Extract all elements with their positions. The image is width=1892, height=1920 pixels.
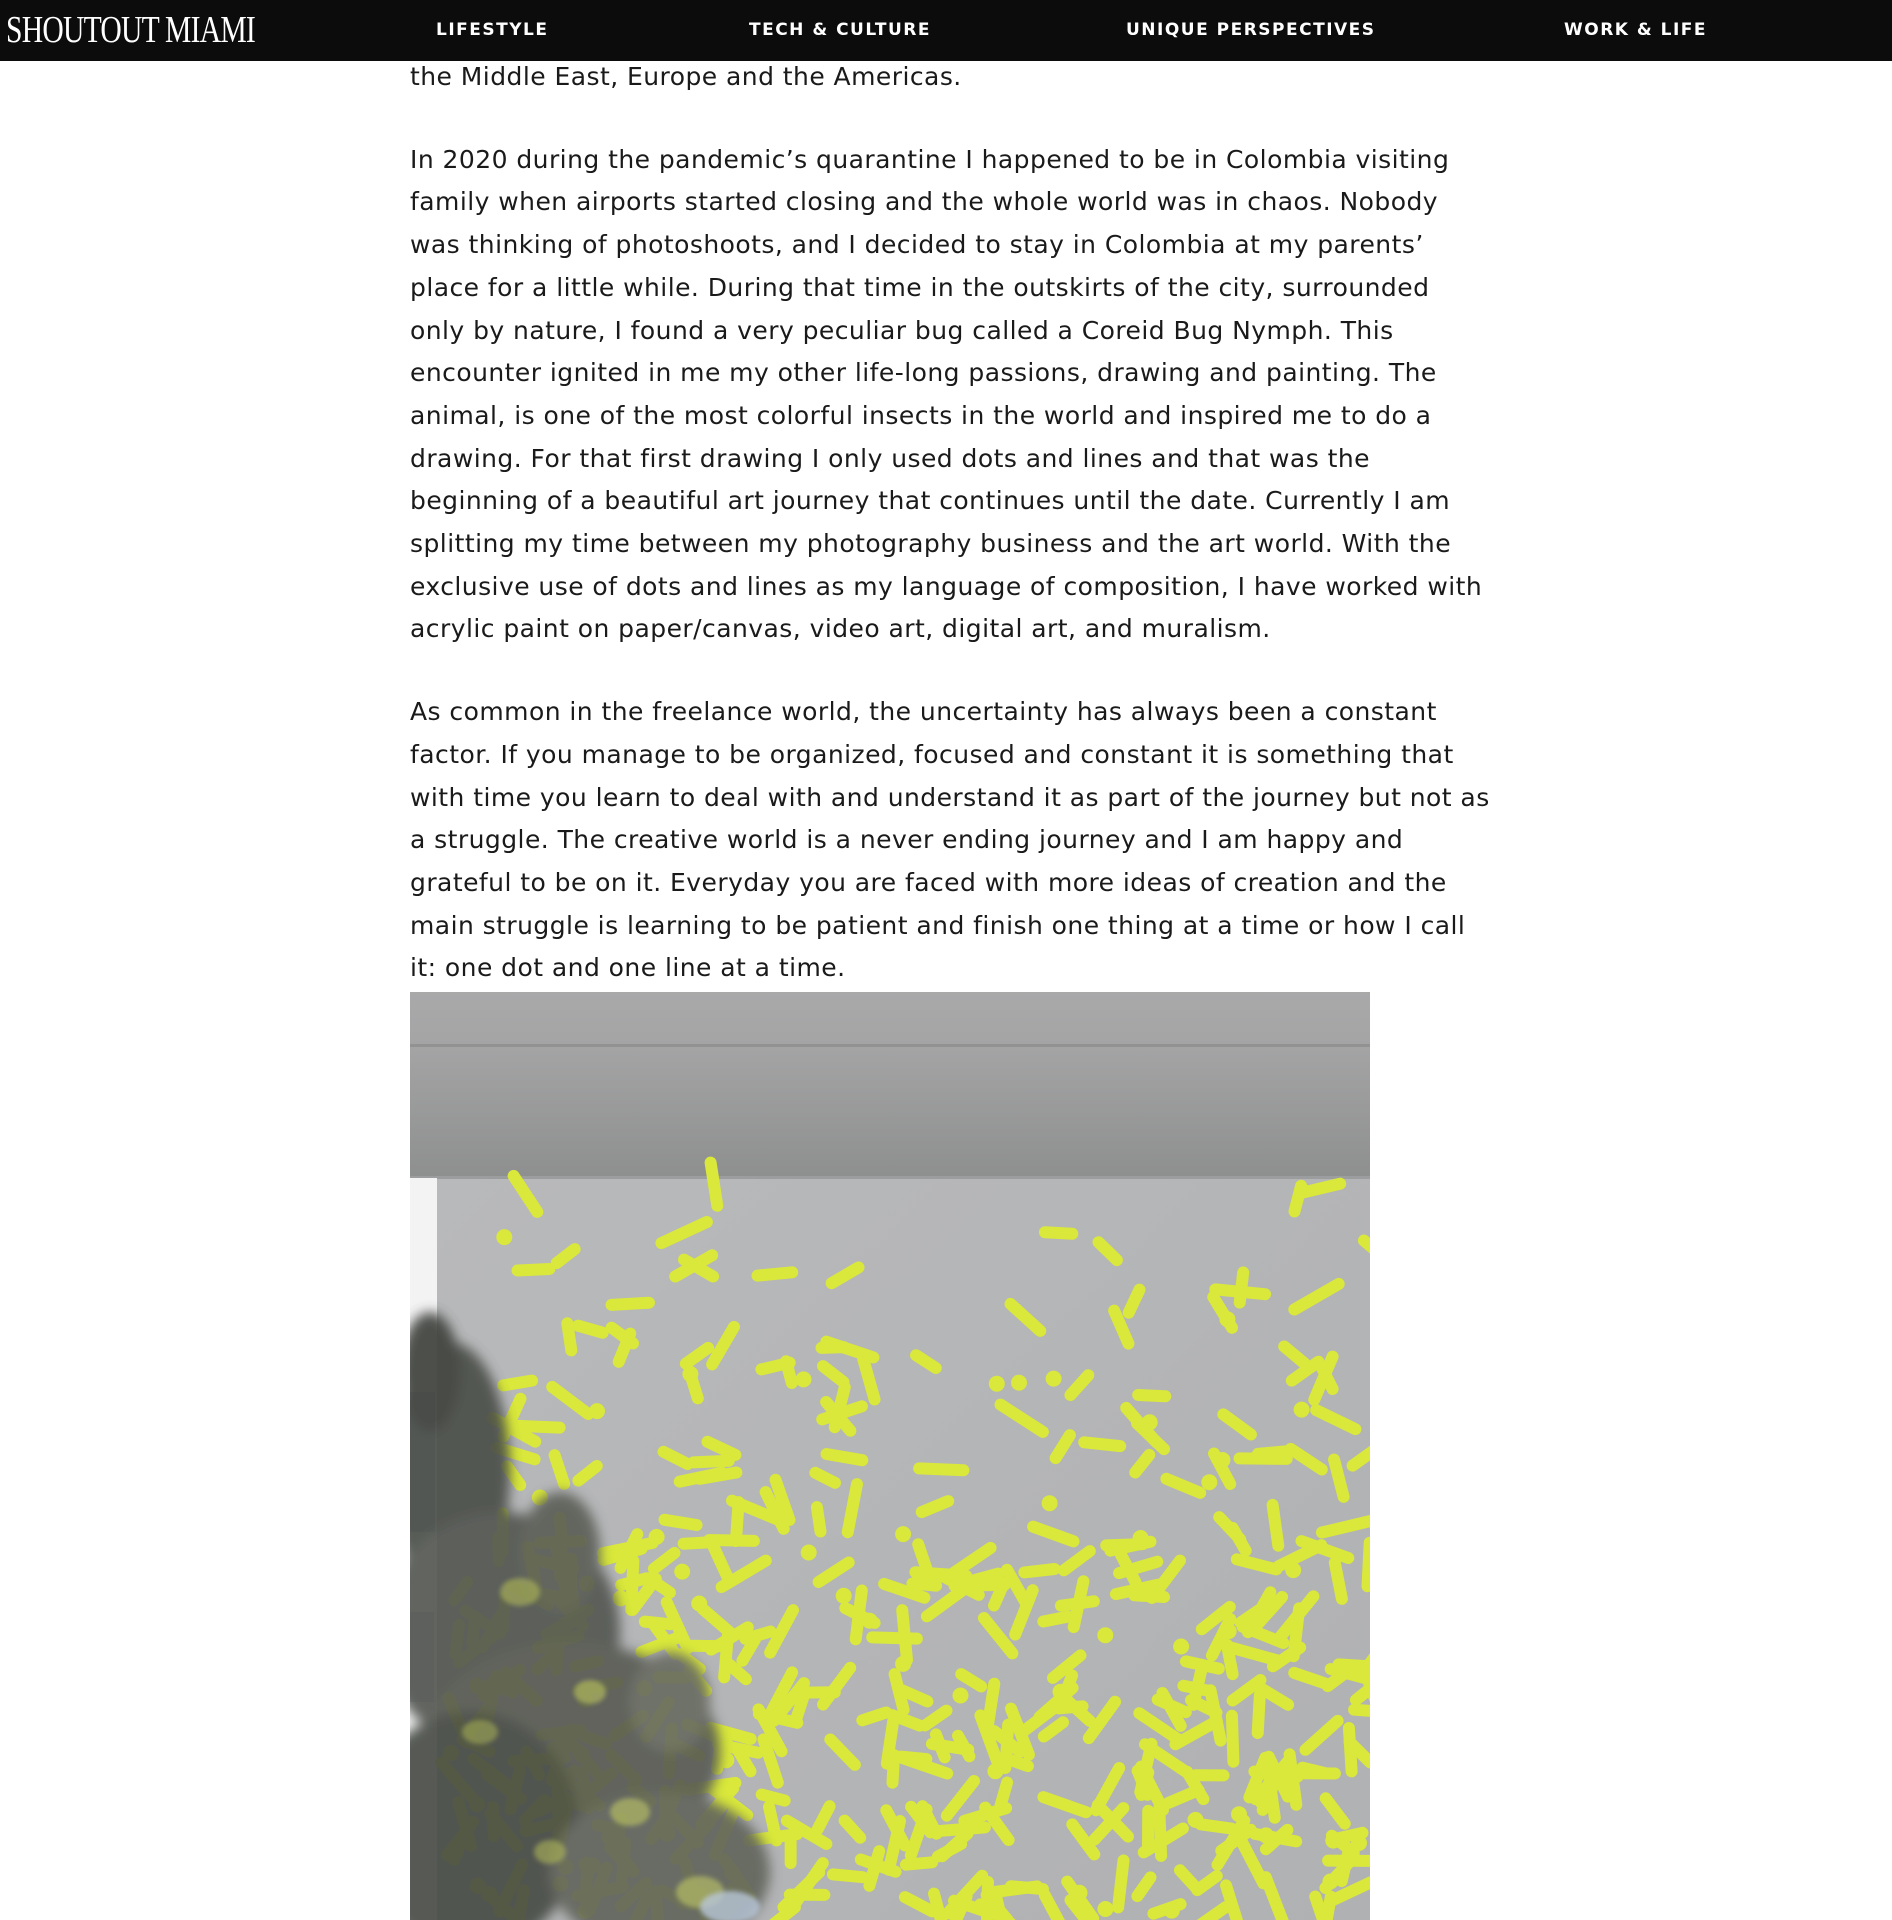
- mural-dot: [987, 1763, 1003, 1779]
- mural-line: [1232, 1716, 1234, 1762]
- mural-line: [746, 1632, 771, 1639]
- mural-dot: [1294, 1402, 1310, 1418]
- mural-line: [906, 1862, 932, 1864]
- article-paragraph: As common in the freelance world, the uncertainty has always been a constant factor. If you manage to be organized, focused and constant it is something that with time you learn to deal with and understand it as part of the journey but not as a struggle. The creative world is a never ending journey and I am happy and grateful to be on it. Everyday you are faced with more ideas of creation and the main struggle is learning to be patient and finish one thing at a time or how I call it: one dot and one line at a time.: [410, 697, 1490, 983]
- mural-line: [937, 1827, 985, 1831]
- mural-dot: [589, 1403, 605, 1419]
- mural-dot: [1255, 1794, 1271, 1810]
- mural-line: [1354, 1710, 1370, 1712]
- mural-line: [1335, 1563, 1342, 1599]
- mural-line: [1118, 1860, 1123, 1907]
- mural-line: [1183, 1686, 1209, 1691]
- mural-line: [1258, 1451, 1291, 1454]
- mural-photo-illustration: [410, 992, 1370, 1920]
- site-logo[interactable]: SHOUTOUT MIAMI: [6, 9, 256, 51]
- mural-dot: [801, 1545, 817, 1561]
- mural-line: [902, 1610, 907, 1660]
- mural-line: [612, 1303, 650, 1305]
- mural-dot: [796, 1371, 812, 1387]
- mural-line: [833, 1874, 863, 1877]
- article-paragraph: In 2020 during the pandemic’s quarantine I happened to be in Colombia visiting family when airports started closing and the whole world was in chaos. Nobody was thinking of photoshoots, and I decided to stay in Colombia at my parents’ place for a little while. During that time in the outskirts of the city, surrounded only by nature, I found a very peculiar bug called a Coreid Bug Nymph. This encounter ignited in me my other life-long passions, drawing and painting. The animal, is one of the most colorful insects in the world and inspired me to do a drawing. For that first drawing I only used dots and lines and that was the beginning of a beautiful art journey that continues until the date. Currently I am splitting my time between my photography business and the art world. With the exclusive use of dots and lines as my language of composition, I have worked with acrylic paint on paper/canvas, video art, digital art, and muralism.: [410, 144, 1483, 644]
- mural-line: [817, 1507, 821, 1531]
- mural-dot: [1164, 1903, 1180, 1919]
- article-body: [410, 61, 1490, 990]
- mural-dot: [1219, 1311, 1235, 1327]
- mural-line: [1273, 1505, 1279, 1546]
- mural-line: [1258, 1695, 1260, 1733]
- mural-dot: [496, 1229, 512, 1245]
- mural-dot: [1097, 1901, 1113, 1917]
- mural-line: [786, 1361, 792, 1383]
- mural-line: [567, 1323, 571, 1350]
- mural-dot: [953, 1688, 969, 1704]
- mural-line: [665, 1520, 697, 1525]
- article-paragraph: the Middle East, Europe and the Americas.: [410, 62, 962, 91]
- mural-line: [862, 1713, 886, 1721]
- top-navigation-bar: [0, 0, 1892, 61]
- mural-line: [694, 1461, 729, 1463]
- mural-dot: [718, 1752, 734, 1768]
- mural-dot: [1231, 1806, 1247, 1822]
- mural-line: [762, 1795, 785, 1801]
- mural-line: [994, 1886, 1037, 1892]
- mural-line: [1349, 1728, 1352, 1771]
- mural-line: [1059, 1706, 1083, 1708]
- mural-dot: [1188, 1812, 1204, 1828]
- mural-line: [700, 1473, 737, 1479]
- nav-item-work-life[interactable]: WORK & LIFE: [1564, 20, 1708, 40]
- mural-line: [724, 1632, 728, 1678]
- mural-dot: [649, 1529, 665, 1545]
- mural-dot: [895, 1526, 911, 1542]
- mural-line: [827, 1454, 863, 1460]
- mural-line: [758, 1272, 793, 1275]
- mural-line: [503, 1381, 532, 1386]
- mural-line: [1326, 1897, 1331, 1920]
- mural-dot: [674, 1564, 690, 1580]
- mural-dot: [1214, 1452, 1230, 1468]
- mural-dot: [691, 1596, 707, 1612]
- nav-item-unique-perspectives[interactable]: UNIQUE PERSPECTIVES: [1126, 20, 1376, 40]
- mural-dot: [1173, 1639, 1189, 1655]
- mural-line: [887, 1721, 893, 1763]
- mural-dot: [1133, 1530, 1149, 1546]
- mural-dot: [1053, 1684, 1069, 1700]
- mural-line: [684, 1542, 711, 1543]
- mural-line: [1138, 1395, 1165, 1396]
- mural-dot: [1221, 1623, 1237, 1639]
- ceiling: [410, 992, 1370, 1176]
- mural-line: [1186, 1661, 1219, 1668]
- mural-dot: [1046, 1371, 1062, 1387]
- mural-dot: [1097, 1627, 1113, 1643]
- mural-dot: [862, 1613, 878, 1629]
- mural-dot: [1201, 1474, 1217, 1490]
- mural-line: [901, 1757, 926, 1760]
- mural-line: [1084, 1442, 1120, 1446]
- mural-dot: [1142, 1414, 1158, 1430]
- mural-line: [1001, 1783, 1008, 1806]
- nav-item-lifestyle[interactable]: LIFESTYLE: [436, 20, 549, 40]
- nav-item-tech-culture[interactable]: TECH & CULTURE: [749, 20, 931, 40]
- mural-line: [1269, 1778, 1275, 1818]
- mural-line: [621, 1578, 646, 1585]
- mural-dot: [1042, 1495, 1058, 1511]
- mural-dot: [1322, 1874, 1338, 1890]
- mural-line: [1045, 1232, 1072, 1234]
- mural-dot: [1072, 1885, 1088, 1901]
- mural-line: [769, 1807, 777, 1841]
- mural-line: [1005, 1725, 1008, 1768]
- mural-line: [711, 1163, 718, 1206]
- mural-dot: [1325, 1833, 1341, 1849]
- mural-dot: [682, 1366, 698, 1382]
- mural-dot: [989, 1376, 1005, 1392]
- mural-line: [1215, 1289, 1265, 1294]
- mural-dot: [1285, 1562, 1301, 1578]
- mural-line: [919, 1468, 963, 1470]
- mural-line: [1201, 1824, 1232, 1828]
- mural-line: [822, 1347, 844, 1348]
- mural-dot: [836, 1588, 852, 1604]
- mural-line: [1024, 1569, 1054, 1572]
- mural-dot: [1011, 1375, 1027, 1391]
- mural-dot: [1258, 1827, 1274, 1843]
- mural-line: [578, 1326, 603, 1333]
- mural-line: [518, 1269, 550, 1271]
- mural-dot: [1351, 1835, 1367, 1851]
- mural-line: [1043, 1617, 1068, 1622]
- article-photo-mural: [410, 992, 1370, 1920]
- mural-line: [1368, 1543, 1370, 1587]
- mural-dot: [895, 1656, 911, 1672]
